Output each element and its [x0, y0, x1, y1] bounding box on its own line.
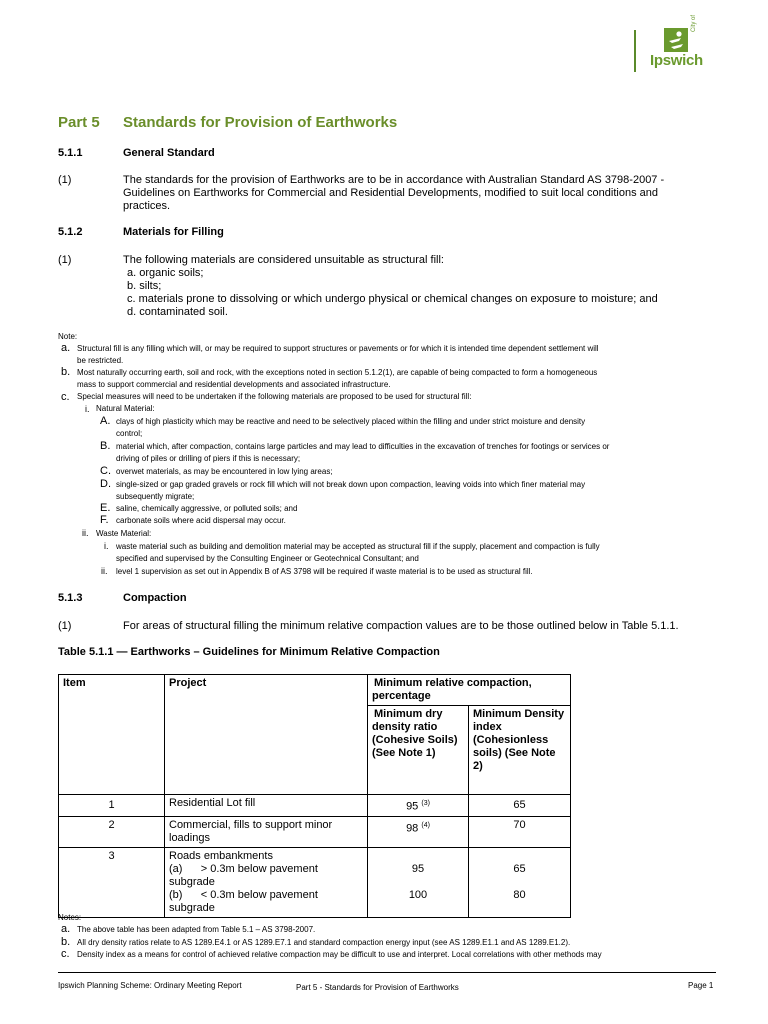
list-item: a. organic soils; [127, 267, 204, 279]
note-marker-i: i. [85, 404, 90, 414]
header-item: Item [59, 675, 165, 795]
cell-item: 1 [59, 795, 165, 817]
note-marker-a: a. [61, 342, 71, 354]
note-marker-A: A. [100, 415, 111, 427]
cell-density: 65 [469, 795, 571, 817]
cell-item: 2 [59, 816, 165, 847]
notes-marker-a: a. [61, 923, 71, 935]
note-E: saline, chemically aggressive, or polluted soils; and [116, 504, 298, 513]
note-marker-F: F. [100, 514, 109, 526]
header-dry-density: Minimum dry density ratio (Cohesive Soils) (See Note 1) [368, 706, 469, 795]
clause-marker: (1) [58, 254, 72, 266]
notes-a: The above table has been adapted from Table 5.1 – AS 3798-2007. [77, 925, 316, 934]
cell-density: 70 [469, 816, 571, 847]
table-row [59, 816, 571, 847]
note-waste-ii: level 1 supervision as set out in Appendix B of AS 3798 will be required if waste material is to be used as structural fill. [116, 567, 533, 576]
cell-item: 3 [59, 847, 165, 917]
cell-dry: 95 $^{(3)}$ [368, 795, 469, 817]
logo-city-text: City of [691, 14, 697, 32]
logo-name-text: Ipswich [650, 52, 703, 69]
table-caption: Table 5.1.1 — Earthworks – Guidelines for Minimum Relative Compaction [58, 646, 440, 658]
logo-mark-icon [664, 28, 688, 52]
note-B: material which, after compaction, contains large particles and may lead to difficulties in the excavation of trenches for footings or services or driving of piles or drilling of piers if this is necessary; [116, 442, 610, 463]
section-5-1-3-number: 5.1.3 [58, 592, 83, 604]
footer-left: Ipswich Planning Scheme: Ordinary Meeting Report [58, 981, 242, 990]
header-density-index: Minimum Density index (Cohesionless soils) (See Note 2) [469, 706, 571, 795]
section-5-1-1-number: 5.1.1 [58, 147, 83, 159]
clause-marker: (1) [58, 174, 72, 186]
part-number: Part 5 [58, 114, 100, 131]
note-marker-E: E. [100, 502, 111, 514]
note-marker-D: D. [100, 478, 111, 490]
cell-dry: 98 $^{(4)}$ [368, 816, 469, 847]
ipswich-logo [650, 14, 710, 76]
cell-project: Commercial, fills to support minor loadings [165, 816, 368, 847]
note-waste-material: Waste Material: [96, 529, 152, 538]
note-a: Structural fill is any filling which will, or may be required to support structures or pavements or for which it is intended time dependent settlement will be restricted. [77, 344, 599, 365]
section-5-1-2-title: Materials for Filling [123, 226, 224, 238]
footer-divider [58, 972, 716, 973]
table-header-row [59, 675, 571, 706]
cell-dry: 95 100 [368, 847, 469, 917]
notes-b: All dry density ratios relate to AS 1289.E4.1 or AS 1289.E7.1 and standard compaction energy input (see AS 1289.E1.1 and AS 1289.E1.2). [77, 938, 571, 947]
clause-text: For areas of structural filling the minimum relative compaction values are to be those outlined below in Table 5.1.1. [123, 620, 679, 632]
notes-label: Notes: [58, 913, 82, 922]
note-marker-C: C. [100, 465, 111, 477]
clause-text: The standards for the provision of Earthworks are to be in accordance with Australian Standard AS 3798-2007 - Guidelines on Earthworks for Commercial and Residential Developments, modified to suit local conditions and practices. [123, 174, 665, 212]
note-marker-ii: ii. [82, 528, 89, 538]
unsuitable-materials-list [127, 267, 658, 319]
note-C: overwet materials, as may be encountered in low lying areas; [116, 467, 333, 476]
note-natural-material: Natural Material: [96, 404, 155, 413]
clause-intro: The following materials are considered unsuitable as structural fill: [123, 254, 444, 266]
notes-c: Density index as a means for control of achieved relative compaction may be difficult to use and interpret. Local correlations with other methods may [77, 950, 602, 959]
note-label: Note: [58, 332, 78, 341]
table-row [59, 847, 571, 917]
section-5-1-1-title: General Standard [123, 147, 215, 159]
note-D: single-sized or gap graded gravels or rock fill which will not break down upon compaction, leaving voids into which finer material may subsequently migrate; [116, 480, 586, 501]
note-waste-i: waste material such as building and demolition material may be accepted as structural fill if the supply, placement and compaction is fully specified and supervised by the Consulting Engineer or Geotechnical Consultant; and [116, 542, 600, 563]
header-project: Project [165, 675, 368, 795]
note-c: Special measures will need to be undertaken if the following materials are proposed to be used for structural fill: [77, 392, 472, 401]
note-A: clays of high plasticity which may be reactive and need to be selectively placed within the filling and under strict moisture and density control; [116, 417, 586, 438]
clause-marker: (1) [58, 620, 72, 632]
notes-marker-c: c. [61, 948, 70, 960]
list-item: b. silts; [127, 280, 162, 292]
cell-project: Residential Lot fill [165, 795, 368, 817]
note-marker-wi: i. [104, 541, 109, 551]
note-marker-c: c. [61, 391, 70, 403]
section-5-1-3-title: Compaction [123, 592, 187, 604]
note-marker-wii: ii. [101, 566, 108, 576]
cell-density: 65 80 [469, 847, 571, 917]
cell-project: Roads embankments (a) > 0.3m below pavement subgrade (b) < 0.3m below pavement subgrade [165, 847, 368, 917]
compaction-table [58, 674, 571, 918]
notes-marker-b: b. [61, 936, 71, 948]
list-item: c. materials prone to dissolving or which undergo physical or chemical changes on exposure to moisture; and [127, 293, 658, 305]
part-title: Standards for Provision of Earthworks [123, 114, 398, 131]
logo-divider [634, 30, 636, 72]
note-b: Most naturally occurring earth, soil and rock, with the exceptions noted in section 5.1.2(1), are capable of being compacted to form a homogeneous mass to support commercial and residential developments and associated infrastructure. [77, 368, 598, 389]
footer-center: Part 5 - Standards for Provision of Earthworks [296, 983, 459, 992]
table-row [59, 795, 571, 817]
note-F: carbonate soils where acid dispersal may occur. [116, 516, 286, 525]
note-marker-b: b. [61, 366, 71, 378]
note-marker-B: B. [100, 440, 111, 452]
page-number: Page 1 [688, 981, 714, 990]
list-item: d. contaminated soil. [127, 306, 228, 318]
section-5-1-2-number: 5.1.2 [58, 226, 83, 238]
header-min-compaction: Minimum relative compaction, percentage [368, 675, 571, 706]
